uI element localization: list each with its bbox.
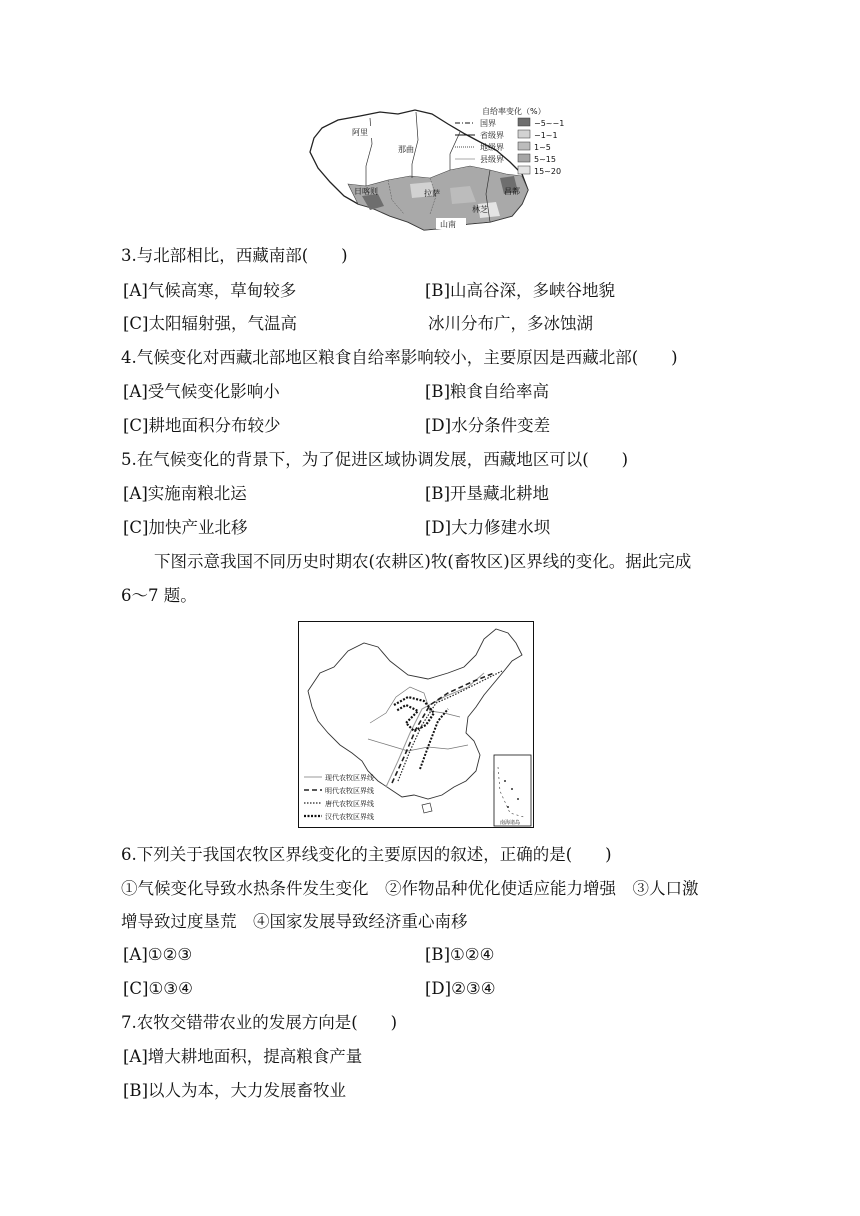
legend-line-label: 县级界 — [480, 155, 504, 164]
legend-swatch — [518, 118, 530, 126]
q6-option-b[interactable]: [B]①②④ — [425, 945, 495, 964]
tibet-map-figure — [300, 104, 570, 234]
place-label-lasa: 拉萨 — [424, 189, 440, 198]
q4-stem: 4.气候变化对西藏北部地区粮食自给率影响较小，主要原因是西藏北部( ) — [121, 348, 678, 367]
legend-label: 唐代农牧区界线 — [325, 800, 374, 808]
legend-swatch — [518, 142, 530, 150]
inset-island-dot — [504, 780, 506, 782]
intro-line-1: 下图示意我国不同历史时期农(农耕区)牧(畜牧区)区界线的变化。据此完成 — [154, 552, 692, 571]
legend-swatch — [518, 154, 530, 162]
legend-label: 现代农牧区界线 — [325, 774, 374, 782]
q7-stem: 7.农牧交错带农业的发展方向是( ) — [121, 1013, 398, 1032]
q5-option-d[interactable]: [D]大力修建水坝 — [425, 518, 551, 537]
q6-option-a[interactable]: [A]①②③ — [123, 945, 193, 964]
q3-option-d[interactable]: 冰川分布广，多冰蚀湖 — [428, 314, 593, 333]
legend-range-label: 5~15 — [534, 155, 556, 164]
place-label-changdu: 昌都 — [504, 187, 520, 196]
q4-option-b[interactable]: [B]粮食自给率高 — [425, 382, 549, 401]
q3-option-b[interactable]: [B]山高谷深，多峡谷地貌 — [425, 281, 615, 300]
inset-island-dot — [511, 788, 513, 790]
legend-title: 自给率变化（%） — [482, 107, 546, 116]
legend-swatch — [518, 130, 530, 138]
inset-label: 南海诸岛 — [500, 820, 521, 826]
place-label-shannan: 山南 — [440, 220, 456, 229]
legend-line-label: 省级界 — [480, 131, 504, 140]
q3-option-a[interactable]: [A]气候高寒，草甸较多 — [123, 281, 297, 300]
island-hainan — [422, 803, 432, 813]
china-boundary-map-figure — [298, 621, 534, 828]
q6-stem: 6.下列关于我国农牧区界线变化的主要原因的叙述，正确的是( ) — [121, 845, 612, 864]
legend-line-label: 地级界 — [480, 143, 504, 152]
place-label-linzhi: 林芝 — [472, 205, 488, 214]
legend-label: 明代农牧区界线 — [325, 787, 374, 795]
legend-swatch — [518, 166, 530, 174]
inset-island-dot — [517, 798, 519, 800]
place-label-rikaze: 日喀则 — [354, 187, 378, 196]
q5-stem: 5.在气候变化的背景下，为了促进区域协调发展，西藏地区可以( ) — [121, 450, 629, 469]
legend-line-label: 国界 — [480, 119, 496, 128]
q6-option-c[interactable]: [C]①③④ — [123, 979, 193, 998]
place-label-naqu: 那曲 — [398, 145, 414, 154]
q3-stem: 3.与北部相比，西藏南部( ) — [121, 246, 348, 265]
q4-option-d[interactable]: [D]水分条件变差 — [425, 416, 551, 435]
intro-line-2: 6～7 题。 — [121, 586, 197, 605]
q5-option-c[interactable]: [C]加快产业北移 — [123, 518, 248, 537]
legend-range-label: −5~−1 — [534, 119, 565, 128]
q6-items-line-2: 增导致过度垦荒 ④国家发展导致经济重心南移 — [121, 912, 468, 931]
q7-option-a[interactable]: [A]增大耕地面积，提高粮食产量 — [123, 1047, 363, 1066]
q7-option-b[interactable]: [B]以人为本，大力发展畜牧业 — [123, 1081, 346, 1100]
q6-option-d[interactable]: [D]②③④ — [425, 979, 496, 998]
legend-label: 汉代农牧区界线 — [325, 813, 374, 821]
q5-option-b[interactable]: [B]开垦藏北耕地 — [425, 484, 549, 503]
q4-option-a[interactable]: [A]受气候变化影响小 — [123, 382, 280, 401]
q4-option-c[interactable]: [C]耕地面积分布较少 — [123, 416, 281, 435]
place-label-ali: 阿里 — [352, 128, 368, 137]
q3-option-c[interactable]: [C]太阳辐射强，气温高 — [123, 314, 297, 333]
legend-range-label: 15~20 — [534, 167, 562, 176]
legend-range-label: 1~5 — [534, 143, 551, 152]
south-china-sea-inset — [494, 755, 531, 826]
inset-frame — [494, 755, 531, 826]
q6-items-line-1: ①气候变化导致水热条件发生变化 ②作物品种优化使适应能力增强 ③人口激 — [121, 879, 699, 898]
legend-range-label: −1~1 — [534, 131, 558, 140]
q5-option-a[interactable]: [A]实施南粮北运 — [123, 484, 247, 503]
